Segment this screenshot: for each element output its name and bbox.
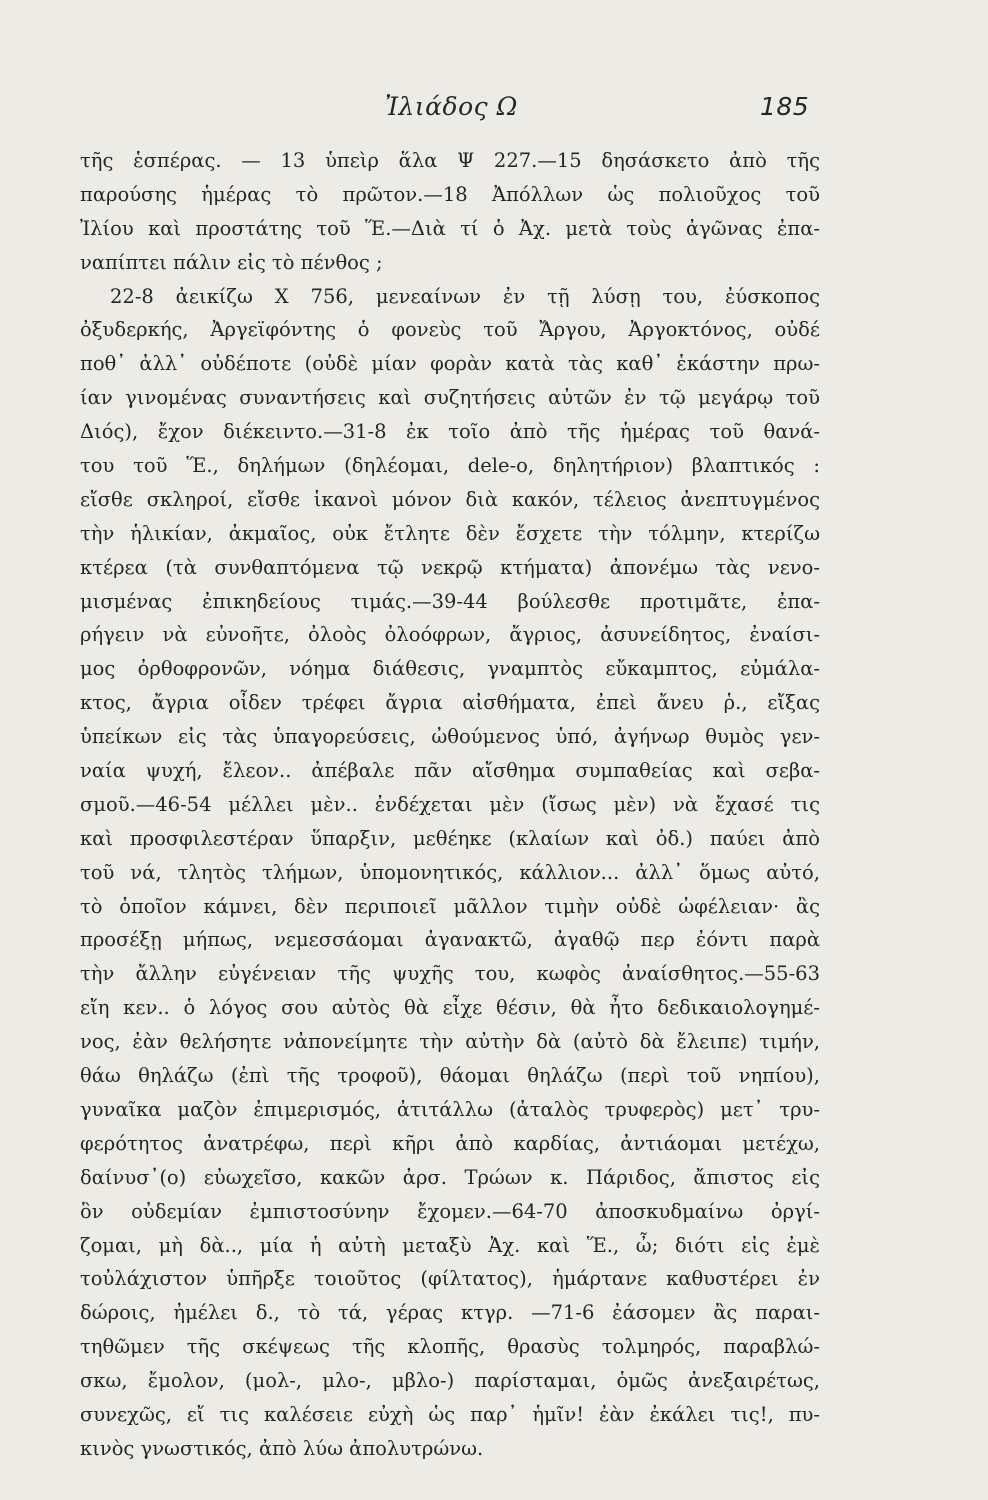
text-line: τὸ ὁποῖον κάμνει, δὲν περιποιεῖ μᾶλλον τιμὴν οὐδὲ ὠφέλειαν· ἂς xyxy=(80,894,820,918)
text-line: Ἰλίου καὶ προστάτης τοῦ Ἕ.—Διὰ τί ὁ Ἀχ. μετὰ τοὺς ἀγῶνας ἐπα- xyxy=(80,216,820,240)
running-title: Ἰλιάδος Ω xyxy=(385,92,518,121)
text-line: Διός), ἔχον διέκειντο.—31-8 ἐκ τοῖο ἀπὸ τῆς ἡμέρας τοῦ θανά- xyxy=(80,420,820,444)
text-line: τοὐλάχιστον ὑπῆρξε τοιοῦτος (φίλτατος), ἡμάρτανε καθυστέρει ἐν xyxy=(80,1267,820,1291)
text-line: ίαν γινομένας συναντήσεις καὶ συζητήσεις αὐτῶν ἐν τῷ μεγάρῳ τοῦ xyxy=(80,386,820,410)
commentary-text xyxy=(80,144,820,1466)
text-line: σκω, ἔμολον, (μολ-, μλο-, μβλο-) παρίσταμαι, ὁμῶς ἀνεξαιρέτως, xyxy=(80,1369,820,1393)
text-line: εἴσθε σκληροί, εἴσθε ἱκανοὶ μόνον διὰ κακόν, τέλειος ἀνεπτυγμένος xyxy=(80,487,820,511)
text-line: συνεχῶς, εἴ τις καλέσειε εὐχὴ ὡς παρ᾽ ἡμῖν! ἐὰν ἐκάλει τις!, πυ- xyxy=(80,1402,820,1426)
text-line: δαίνυσ᾽(ο) εὐωχεῖσο, κακῶν ἀρσ. Τρώων κ. Πάριδος, ἄπιστος εἰς xyxy=(80,1165,820,1189)
text-line: φερότητος ἀνατρέφω, περὶ κῆρι ἀπὸ καρδίας, ἀντιάομαι μετέχω, xyxy=(80,1131,820,1155)
text-line: κτος, ἄγρια οἶδεν τρέφει ἄγρια αἰσθήματα, ἐπεὶ ἄνευ ῥ., εἴξας xyxy=(80,691,820,715)
text-line: δώροις, ἠμέλει δ., τὸ τά, γέρας κτγρ. —71-6 ἐάσομεν ἂς παραι- xyxy=(80,1301,820,1325)
text-line: εἴη κεν.. ὁ λόγος σου αὐτὸς θὰ εἶχε θέσιν, θὰ ἦτο δεδικαιολογημέ- xyxy=(80,996,820,1020)
text-line: κινὸς γνωστικός, ἀπὸ λύω ἀπολυτρώνω. xyxy=(80,1436,484,1460)
page-header xyxy=(0,92,988,132)
text-line: τοῦ νά, τλητὸς τλήμων, ὑπομονητικός, κάλλιον... ἀλλ᾽ ὅμως αὐτό, xyxy=(80,860,820,884)
text-line: ὀξυδερκής, Ἀργεϊφόντης ὁ φονεὺς τοῦ Ἄργου, Ἀργοκτόνος, οὐδέ xyxy=(80,318,820,342)
page-number: 185 xyxy=(760,92,810,121)
text-line: 22-8 ἀεικίζω X 756, μενεαίνων ἐν τῇ λύσῃ του, ἐύσκοπος xyxy=(110,284,820,308)
text-line: ναπίπτει πάλιν εἰς τὸ πένθος ; xyxy=(80,250,383,274)
text-line: παρούσης ἡμέρας τὸ πρῶτον.—18 Ἀπόλλων ὡς πολιοῦχος τοῦ xyxy=(80,182,820,206)
text-line: θάω θηλάζω (ἐπὶ τῆς τροφοῦ), θάομαι θηλάζω (περὶ τοῦ νηπίου), xyxy=(80,1064,820,1088)
text-line: τῆς ἑσπέρας. — 13 ὑπεὶρ ἅλα Ψ 227.—15 δησάσκετο ἀπὸ τῆς xyxy=(80,149,820,172)
text-line: τὴν ἄλλην εὐγένειαν τῆς ψυχῆς του, κωφὸς ἀναίσθητος.—55-63 xyxy=(80,962,820,986)
text-line: προσέξῃ μήπως, νεμεσσάομαι ἀγανακτῶ, ἀγαθῷ περ ἐόντι παρὰ xyxy=(80,928,820,952)
text-line: κτέρεα (τὰ συνθαπτόμενα τῷ νεκρῷ κτήματα) ἀπονέμω τὰς νενο- xyxy=(80,555,820,579)
text-line: σμοῦ.—46-54 μέλλει μὲν.. ἐνδέχεται μὲν (ἴσως μὲν) νὰ ἔχασέ τις xyxy=(80,792,820,816)
text-line: γυναῖκα μαζὸν ἐπιμερισμός, ἀτιτάλλω (ἀταλὸς τρυφερὸς) μετ᾽ τρυ- xyxy=(80,1097,820,1121)
text-line: καὶ προσφιλεστέραν ὕπαρξιν, μεθέηκε (κλαίων καὶ ὀδ.) παύει ἀπὸ xyxy=(80,826,820,850)
text-line: του τοῦ Ἕ., δηλήμων (δηλέομαι, dele-o, δηλητήριον) βλαπτικός : xyxy=(80,454,820,478)
text-line: ὃν οὐδεμίαν ἐμπιστοσύνην ἔχομεν.—64-70 ἀποσκυδμαίνω ὀργί- xyxy=(80,1199,820,1223)
text-line: ποθ᾽ ἀλλ᾽ οὐδέποτε (οὐδὲ μίαν φορὰν κατὰ τὰς καθ᾽ ἑκάστην πρω- xyxy=(80,352,820,376)
text-line: νος, ἐὰν θελήσητε νἀπονείμητε τὴν αὐτὴν δὰ (αὐτὸ δὰ ἔλειπε) τιμήν, xyxy=(80,1030,820,1054)
text-line: ρήγειν νὰ εὐνοῆτε, ὀλοὸς ὀλοόφρων, ἄγριος, ἀσυνείδητος, ἐναίσι- xyxy=(80,623,820,647)
text-line: τὴν ἡλικίαν, ἀκμαῖος, οὐκ ἔτλητε δὲν ἔσχετε τὴν τόλμην, κτερίζω xyxy=(80,521,820,545)
text-line: ναία ψυχή, ἔλεον.. ἀπέβαλε πᾶν αἴσθημα συμπαθείας καὶ σεβα- xyxy=(80,759,820,783)
text-line: ζομαι, μὴ δὰ.., μία ἡ αὐτὴ μεταξὺ Ἀχ. καὶ Ἕ., ὦ; διότι εἰς ἐμὲ xyxy=(80,1233,820,1257)
text-line: ὑπείκων εἰς τὰς ὑπαγορεύσεις, ὠθούμενος ὑπό, ἀγήνωρ θυμὸς γεν- xyxy=(80,725,820,749)
text-line: μος ὀρθοφρονῶν, νόημα διάθεσις, γναμπτὸς εὔκαμπτος, εὐμάλα- xyxy=(80,657,820,681)
text-line: μισμένας ἐπικηδείους τιμάς.—39-44 βούλεσθε προτιμᾶτε, ἐπα- xyxy=(80,589,820,613)
text-line: τηθῶμεν τῆς σκέψεως τῆς κλοπῆς, θρασὺς τολμηρός, παραβλώ- xyxy=(80,1335,820,1359)
